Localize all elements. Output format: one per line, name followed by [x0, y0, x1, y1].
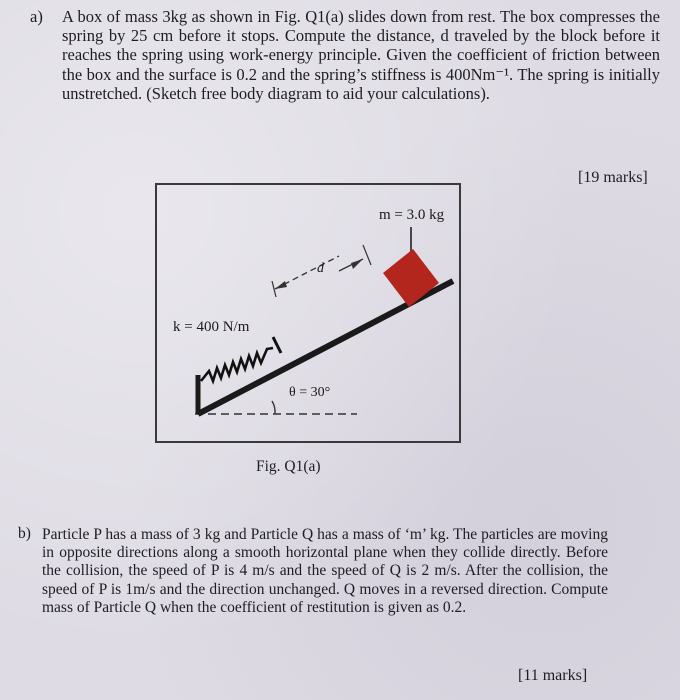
question-a-label: a): [30, 7, 43, 26]
figure-q1a: [155, 183, 461, 443]
question-a-marks: [19 marks]: [578, 169, 648, 186]
box: [383, 249, 439, 307]
distance-tick-right: [363, 245, 371, 265]
angle-arc: [272, 401, 275, 414]
spring-stiffness-label: k = 400 N/m: [173, 319, 250, 335]
mass-label: m = 3.0 kg: [379, 207, 445, 223]
distance-arrow-head-left: [275, 281, 287, 289]
question-a-text: A box of mass 3kg as shown in Fig. Q1(a) slides down from rest. The box compresses the spring by 25 cm before it stops. Compute the distance, d traveled by the block before it reaches the spring using work-energy principle. Given the coefficient of friction between the box and the surface is 0.2 and the spring’s stiffness is 400Nm⁻¹. The spring is initially unstretched. (Sketch free body diagram to aid your calculations).: [62, 7, 660, 103]
incline-diagram: [157, 185, 463, 445]
question-b-text: Particle P has a mass of 3 kg and Particle Q has a mass of ‘m’ kg. The particles are moving in opposite directions along a smooth horizontal plane when they collide directly. Before the collision, the speed of P is 4 m/s and the speed of Q is 2 m/s. After the collision, the speed of P is 1m/s and the direction unchanged. Q moves in a reversed direction. Compute mass of Particle Q when the coefficient of restitution is given as 0.2.: [42, 526, 608, 616]
angle-label: θ = 30°: [289, 385, 331, 400]
question-b-label: b): [18, 525, 31, 542]
spring-end-plate: [273, 337, 281, 353]
question-b-marks: [11 marks]: [518, 667, 588, 684]
spring: [201, 348, 273, 381]
distance-label: d: [317, 261, 324, 276]
distance-arrow-line-right: [339, 259, 363, 271]
figure-caption: Fig. Q1(a): [256, 458, 321, 475]
